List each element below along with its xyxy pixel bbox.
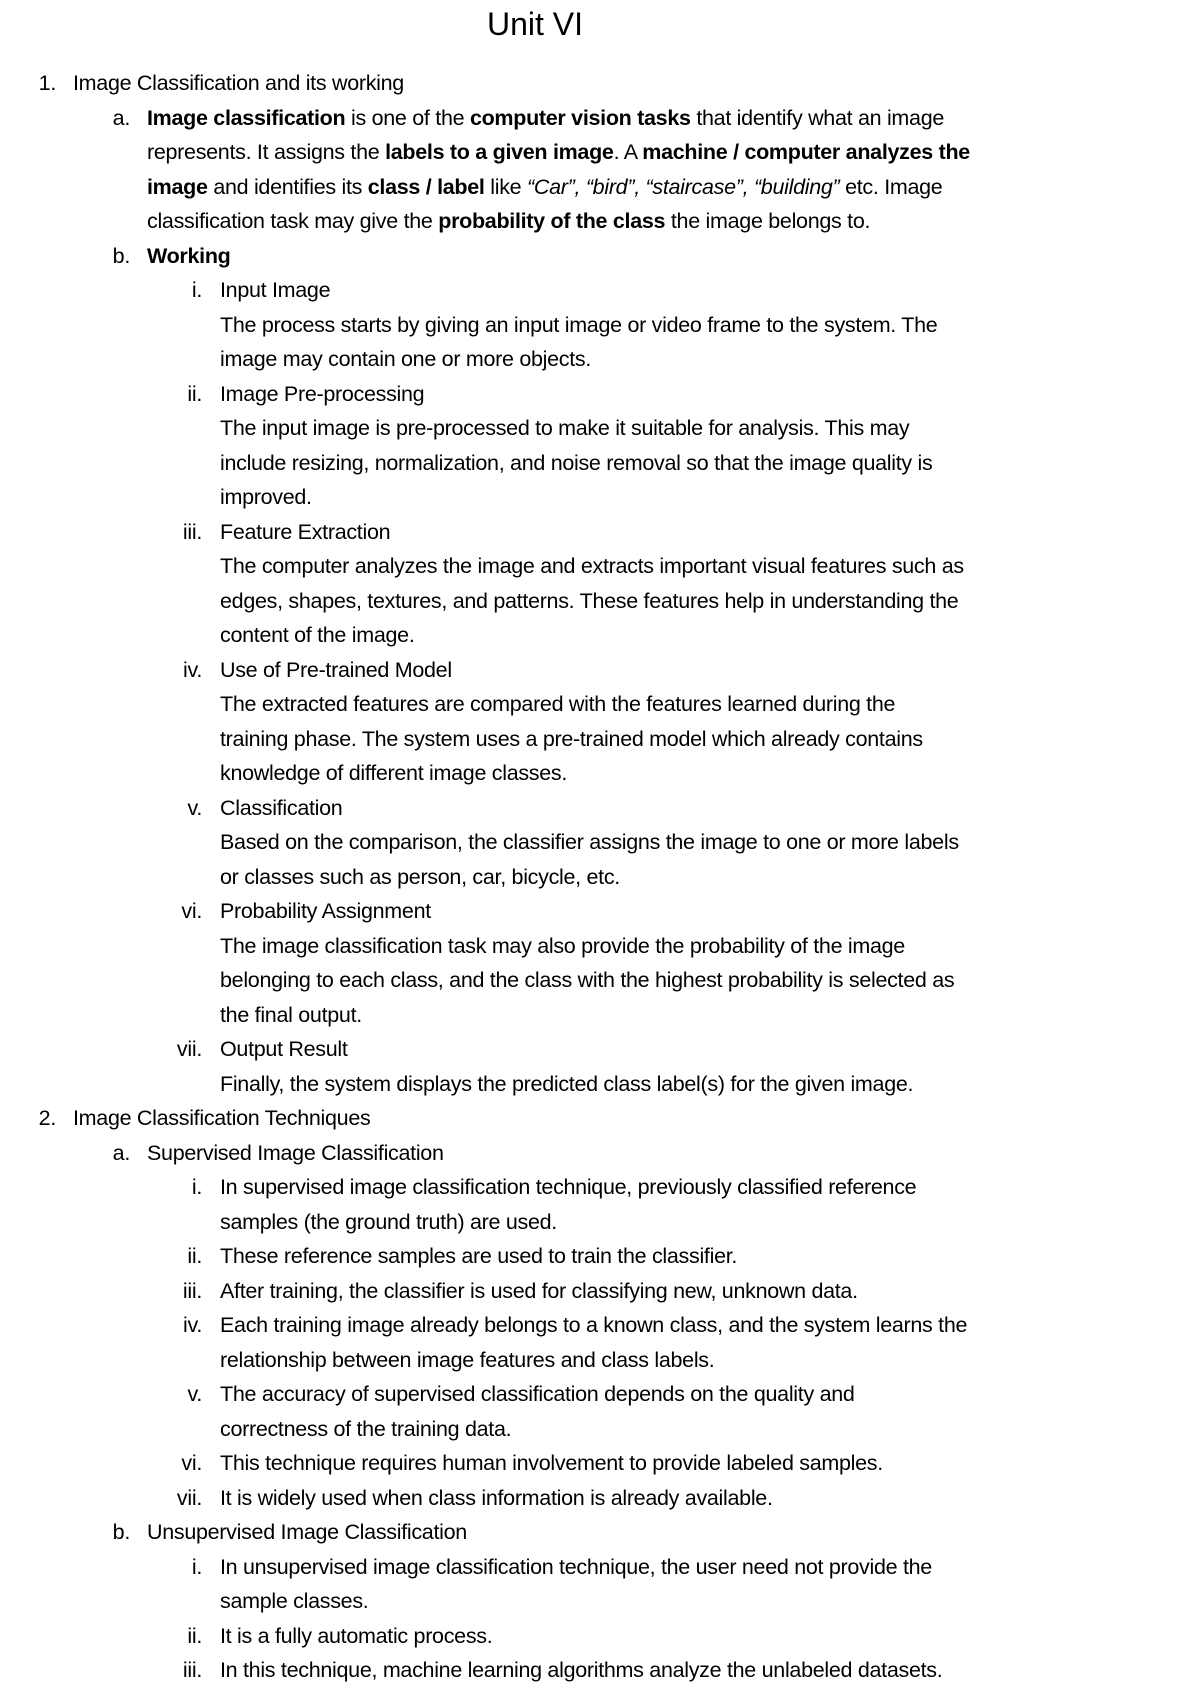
- text-run: and identifies its: [207, 174, 368, 199]
- item-text: It is widely used when class information is already available.: [220, 1485, 773, 1510]
- document-body: [0, 66, 1200, 1688]
- list-item: [0, 1446, 1200, 1481]
- step-heading: [0, 515, 1200, 550]
- step-title: Use of Pre-trained Model: [220, 657, 452, 682]
- list-item: [0, 1274, 1200, 1309]
- list-letter: b.: [112, 1520, 130, 1544]
- list-item: [0, 1239, 1200, 1274]
- paragraph-line: [0, 101, 1200, 136]
- step-text: image may contain one or more objects.: [220, 347, 592, 371]
- list-item: [0, 1619, 1200, 1654]
- bold-term: Image classification: [147, 105, 346, 130]
- list-item: [0, 1481, 1200, 1516]
- step-title: Classification: [220, 795, 343, 820]
- list-roman: i.: [191, 278, 202, 302]
- step-text: edges, shapes, textures, and patterns. These features help in understanding the: [220, 588, 959, 613]
- list-roman: iv.: [182, 657, 202, 682]
- list-item-line: [0, 1412, 1200, 1447]
- step-heading: [0, 273, 1200, 308]
- subsection-heading: [0, 1515, 1200, 1550]
- step-text-line: [0, 308, 1200, 343]
- list-roman: iii.: [182, 1658, 202, 1682]
- text-run: is one of the: [345, 105, 470, 130]
- step-title: Output Result: [220, 1037, 348, 1061]
- step-text: The computer analyzes the image and extracts important visual features such as: [220, 554, 964, 578]
- item-text: correctness of the training data.: [220, 1416, 512, 1441]
- list-roman: vii.: [176, 1485, 202, 1510]
- step-text: belonging to each class, and the class with the highest probability is selected as: [220, 968, 955, 992]
- list-roman: v.: [187, 1382, 202, 1406]
- step-text: or classes such as person, car, bicycle, etc.: [220, 864, 620, 889]
- item-text: sample classes.: [220, 1589, 369, 1613]
- list-item: [0, 1653, 1200, 1688]
- item-text: samples (the ground truth) are used.: [220, 1209, 557, 1234]
- step-heading: [0, 894, 1200, 929]
- step-title: Input Image: [220, 278, 331, 302]
- list-item-line: [0, 1205, 1200, 1240]
- step-text-line: [0, 549, 1200, 584]
- text-run: like: [484, 174, 528, 199]
- section-heading: [0, 1101, 1200, 1136]
- text-run: etc. Image: [839, 174, 943, 199]
- step-title: Image Pre-processing: [220, 381, 425, 406]
- list-item-line: [0, 1584, 1200, 1619]
- bold-term: machine / computer analyzes the: [642, 140, 970, 164]
- section-heading: [0, 66, 1200, 101]
- step-text-line: [0, 618, 1200, 653]
- step-title: Probability Assignment: [220, 899, 431, 923]
- list-roman: ii.: [187, 1623, 202, 1648]
- item-text: After training, the classifier is used for classifying new, unknown data.: [220, 1278, 858, 1303]
- step-text: The extracted features are compared with the features learned during the: [220, 692, 896, 716]
- step-text: The image classification task may also provide the probability of the image: [220, 933, 905, 958]
- step-text-line: [0, 480, 1200, 515]
- step-text-line: [0, 687, 1200, 722]
- item-text: Each training image already belongs to a known class, and the system learns the: [220, 1313, 968, 1337]
- step-title: Feature Extraction: [220, 519, 391, 544]
- step-text: Based on the comparison, the classifier assigns the image to one or more labels: [220, 830, 959, 854]
- step-text: the final output.: [220, 1002, 362, 1027]
- step-text-line: [0, 584, 1200, 619]
- step-heading: [0, 791, 1200, 826]
- bold-term: image: [147, 174, 208, 199]
- paragraph-line: [0, 170, 1200, 205]
- subsection-title: Supervised Image Classification: [147, 1140, 444, 1165]
- step-heading: [0, 653, 1200, 688]
- list-item: [0, 1550, 1200, 1585]
- step-text: The process starts by giving an input image or video frame to the system. The: [220, 312, 938, 337]
- list-item: [0, 1170, 1200, 1205]
- list-letter: a.: [112, 105, 130, 130]
- step-text: The input image is pre-processed to make it suitable for analysis. This may: [220, 416, 910, 440]
- subsection-title: Working: [147, 243, 231, 268]
- list-roman: v.: [187, 795, 202, 820]
- list-roman: vii.: [176, 1037, 202, 1061]
- list-roman: vi.: [181, 1451, 202, 1475]
- list-item-line: [0, 1343, 1200, 1378]
- item-text: In this technique, machine learning algorithms analyze the unlabeled datasets.: [220, 1658, 943, 1682]
- step-text-line: [0, 929, 1200, 964]
- step-text-line: [0, 825, 1200, 860]
- step-text-line: [0, 998, 1200, 1033]
- paragraph-line: [0, 135, 1200, 170]
- paragraph-text: [147, 175, 942, 199]
- paragraph-text: [147, 209, 870, 233]
- item-text: relationship between image features and class labels.: [220, 1347, 715, 1372]
- text-run: . A: [613, 140, 643, 164]
- list-number: 1.: [38, 71, 56, 95]
- paragraph-line: [0, 204, 1200, 239]
- step-text-line: [0, 722, 1200, 757]
- text-run: that identify what an image: [690, 105, 945, 130]
- list-roman: iii.: [182, 1278, 202, 1303]
- list-roman: iii.: [182, 519, 202, 544]
- item-text: The accuracy of supervised classification depends on the quality and: [220, 1382, 855, 1406]
- list-roman: i.: [191, 1554, 202, 1579]
- page-title: Unit VI: [486, 6, 584, 42]
- section-title: Image Classification Techniques: [73, 1106, 371, 1130]
- text-run: classification task may give the: [147, 209, 439, 233]
- step-text-line: [0, 756, 1200, 791]
- list-roman: ii.: [187, 381, 202, 406]
- list-roman: ii.: [187, 1244, 202, 1268]
- italic-examples: “Car”, “bird”, “staircase”, “building”: [527, 174, 840, 199]
- list-letter: a.: [112, 1140, 130, 1165]
- step-text-line: [0, 342, 1200, 377]
- text-run: represents. It assigns the: [147, 140, 386, 164]
- item-text: In supervised image classification technique, previously classified reference: [220, 1175, 917, 1199]
- section-title: Image Classification and its working: [73, 71, 404, 95]
- list-letter: b.: [112, 243, 130, 268]
- bold-term: probability of the class: [438, 209, 666, 233]
- step-text: training phase. The system uses a pre-trained model which already contains: [220, 726, 923, 751]
- step-text-line: [0, 411, 1200, 446]
- step-text-line: [0, 1067, 1200, 1102]
- subsection-heading: [0, 1136, 1200, 1171]
- step-heading: [0, 377, 1200, 412]
- list-roman: iv.: [182, 1313, 202, 1337]
- list-roman: vi.: [181, 899, 202, 923]
- step-text-line: [0, 860, 1200, 895]
- paragraph-text: [147, 140, 970, 164]
- item-text: It is a fully automatic process.: [220, 1623, 493, 1648]
- list-number: 2.: [38, 1106, 56, 1130]
- step-text-line: [0, 963, 1200, 998]
- bold-term: computer vision tasks: [469, 105, 691, 130]
- step-text: content of the image.: [220, 623, 415, 647]
- step-text: improved.: [220, 485, 312, 509]
- step-text: include resizing, normalization, and noise removal so that the image quality is: [220, 450, 933, 475]
- bold-term: labels to a given image: [385, 140, 614, 164]
- item-text: In unsupervised image classification technique, the user need not provide the: [220, 1554, 932, 1579]
- bold-term: class / label: [367, 174, 485, 199]
- subsection-title: Unsupervised Image Classification: [147, 1520, 467, 1544]
- item-text: These reference samples are used to train the classifier.: [220, 1244, 738, 1268]
- paragraph-text: [147, 106, 944, 130]
- step-text: Finally, the system displays the predicted class label(s) for the given image.: [220, 1071, 914, 1096]
- step-heading: [0, 1032, 1200, 1067]
- list-roman: i.: [191, 1175, 202, 1199]
- step-text-line: [0, 446, 1200, 481]
- item-text: This technique requires human involvement to provide labeled samples.: [220, 1451, 883, 1475]
- text-run: the image belongs to.: [665, 209, 871, 233]
- list-item: [0, 1377, 1200, 1412]
- subsection-heading: [0, 239, 1200, 274]
- list-item: [0, 1308, 1200, 1343]
- step-text: knowledge of different image classes.: [220, 761, 568, 785]
